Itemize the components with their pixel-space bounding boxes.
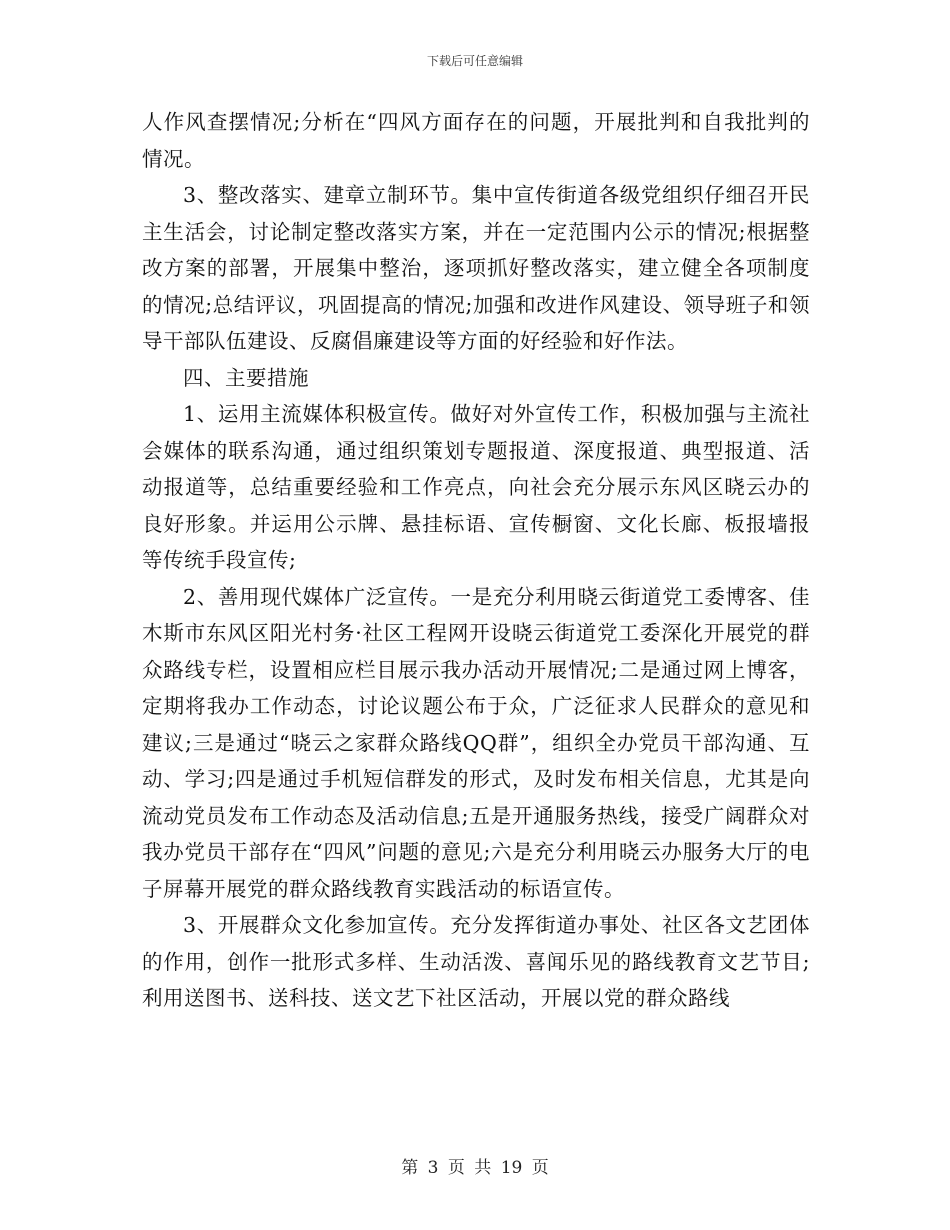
- paragraph: 3、整改落实、建章立制环节。集中宣传街道各级党组织仔细召开民主生活会，讨论制定整改落实方案，并在一定范围内公示的情况;根据整改方案的部署，开展集中整治，逐项抓好整改落实，建立健全各项制度的情况;总结评议，巩固提高的情况;加强和改进作风建设、领导班子和领导干部队伍建设、反腐倡廉建设等方面的好经验和好作法。: [142, 183, 810, 353]
- paragraph: 1、运用主流媒体积极宣传。做好对外宣传工作，积极加强与主流社会媒体的联系沟通，通过组织策划专题报道、深度报道、典型报道、活动报道等，总结重要经验和工作亮点，向社会充分展示东风区晓云办的良好形象。并运用公示牌、悬挂标语、宣传橱窗、文化长廊、板报墙报等传统手段宣传;: [142, 402, 810, 572]
- page-header: 下载后可任意编辑: [426, 54, 523, 68]
- page-number-footer: 第 3 页 共 19 页: [401, 1158, 549, 1178]
- paragraph: 人作风查摆情况;分析在“四风方面存在的问题，开展批判和自我批判的情况。: [142, 110, 810, 171]
- section-heading: 四、主要措施: [183, 365, 309, 390]
- document-body: [142, 104, 810, 1017]
- paragraph: 2、善用现代媒体广泛宣传。一是充分利用晓云街道党工委博客、佳木斯市东风区阳光村务·社区工程网开设晓云街道党工委深化开展党的群众路线专栏，设置相应栏目展示我办活动开展情况;二是通过网上博客，定期将我办工作动态，讨论议题公布于众，广泛征求人民群众的意见和建议;三是通过“晓云之家群众路线QQ群”，组织全办党员干部沟通、互动、学习;四是通过手机短信群发的形式，及时发布相关信息，尤其是向流动党员发布工作动态及活动信息;五是开通服务热线，接受广阔群众对我办党员干部存在“四风”问题的意见;六是充分利用晓云办服务大厅的电子屏幕开展党的群众路线教育实践活动的标语宣传。: [142, 584, 810, 901]
- paragraph: 3、开展群众文化参加宣传。充分发挥街道办事处、社区各文艺团体的作用，创作一批形式多样、生动活泼、喜闻乐见的路线教育文艺节目;利用送图书、送科技、送文艺下社区活动，开展以党的群众路线: [142, 913, 810, 1010]
